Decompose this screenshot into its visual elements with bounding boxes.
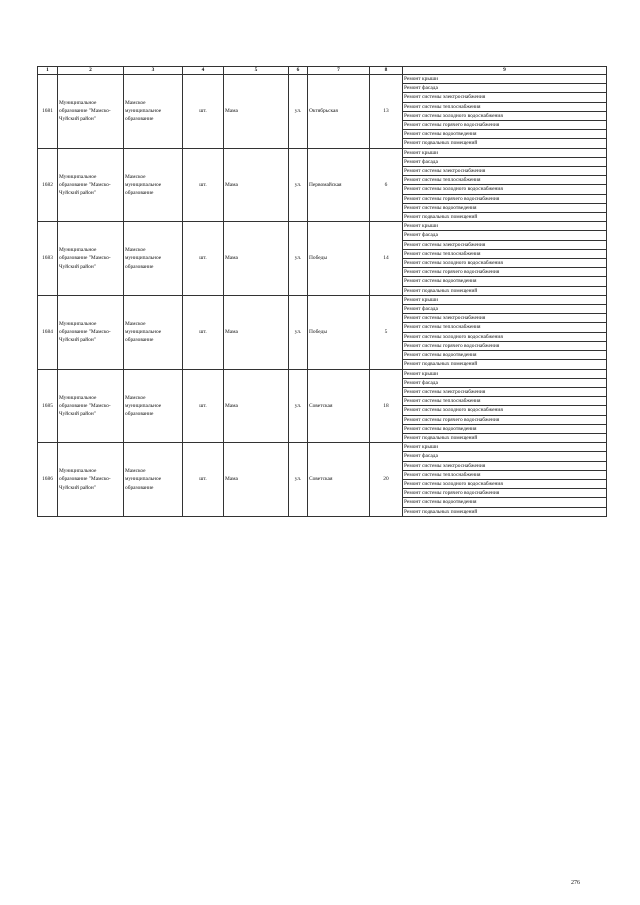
street-name: Первомайская xyxy=(308,148,370,222)
work-type-cell: Ремонт системы горячего водоснабжения xyxy=(403,341,607,350)
record-number: 1683 xyxy=(38,222,58,296)
column-header: 3 xyxy=(124,67,183,75)
work-type-cell: Ремонт фасада xyxy=(403,157,607,166)
city-cell: Мама xyxy=(224,295,289,369)
work-type-cell: Ремонт системы горячего водоснабжения xyxy=(403,268,607,277)
work-type-cell: Ремонт системы теплоснабжения xyxy=(403,176,607,185)
work-type-cell: Ремонт системы холодного водоснабжения xyxy=(403,185,607,194)
municipality-name: Муниципальное образование "Мамско-Чуйский район" xyxy=(58,369,124,443)
street-type-cell: ул. xyxy=(289,222,308,296)
house-number: 14 xyxy=(370,222,403,296)
work-type-cell: Ремонт крыши xyxy=(403,148,607,157)
work-type-cell: Ремонт подвальных помещений xyxy=(403,213,607,222)
municipality-name: Муниципальное образование "Мамско-Чуйский район" xyxy=(58,443,124,517)
settlement-name: Мамское муниципальное образование xyxy=(124,369,183,443)
work-type-cell: Ремонт крыши xyxy=(403,443,607,452)
work-type-cell: Ремонт подвальных помещений xyxy=(403,139,607,148)
table-row xyxy=(38,222,607,231)
record-number: 1685 xyxy=(38,369,58,443)
work-type-cell: Ремонт системы электроснабжения xyxy=(403,461,607,470)
repair-register-table xyxy=(37,66,607,517)
work-type-cell: Ремонт системы электроснабжения xyxy=(403,167,607,176)
work-type-cell: Ремонт системы холодного водоснабжения xyxy=(403,259,607,268)
work-type-cell: Ремонт крыши xyxy=(403,75,607,84)
work-type-cell: Ремонт системы холодного водоснабжения xyxy=(403,332,607,341)
column-header: 5 xyxy=(224,67,289,75)
city-cell: Мама xyxy=(224,222,289,296)
house-number: 5 xyxy=(370,295,403,369)
work-type-cell: Ремонт системы теплоснабжения xyxy=(403,102,607,111)
work-type-cell: Ремонт подвальных помещений xyxy=(403,360,607,369)
column-header: 2 xyxy=(58,67,124,75)
work-type-cell: Ремонт системы электроснабжения xyxy=(403,387,607,396)
column-header: 7 xyxy=(308,67,370,75)
city-cell: Мама xyxy=(224,148,289,222)
house-number: 18 xyxy=(370,369,403,443)
table-body xyxy=(38,75,607,517)
municipality-name: Муниципальное образование "Мамско-Чуйский район" xyxy=(58,222,124,296)
work-type-cell: Ремонт крыши xyxy=(403,369,607,378)
unit-cell: шт. xyxy=(183,295,224,369)
work-type-cell: Ремонт системы теплоснабжения xyxy=(403,323,607,332)
settlement-name: Мамское муниципальное образование xyxy=(124,222,183,296)
work-type-cell: Ремонт системы электроснабжения xyxy=(403,314,607,323)
work-type-cell: Ремонт системы горячего водоснабжения xyxy=(403,489,607,498)
header-row xyxy=(38,67,607,75)
record-number: 1686 xyxy=(38,443,58,517)
work-type-cell: Ремонт системы водоотведения xyxy=(403,498,607,507)
street-type-cell: ул. xyxy=(289,75,308,149)
work-type-cell: Ремонт системы горячего водоснабжения xyxy=(403,194,607,203)
work-type-cell: Ремонт подвальных помещений xyxy=(403,286,607,295)
street-type-cell: ул. xyxy=(289,369,308,443)
house-number: 13 xyxy=(370,75,403,149)
unit-cell: шт. xyxy=(183,369,224,443)
column-header: 9 xyxy=(403,67,607,75)
municipality-name: Муниципальное образование "Мамско-Чуйский район" xyxy=(58,75,124,149)
work-type-cell: Ремонт системы холодного водоснабжения xyxy=(403,111,607,120)
work-type-cell: Ремонт системы водоотведения xyxy=(403,277,607,286)
work-type-cell: Ремонт системы электроснабжения xyxy=(403,93,607,102)
work-type-cell: Ремонт фасада xyxy=(403,378,607,387)
street-type-cell: ул. xyxy=(289,443,308,517)
column-header: 8 xyxy=(370,67,403,75)
municipality-name: Муниципальное образование "Мамско-Чуйский район" xyxy=(58,148,124,222)
work-type-cell: Ремонт системы холодного водоснабжения xyxy=(403,406,607,415)
table-row xyxy=(38,295,607,304)
settlement-name: Мамское муниципальное образование xyxy=(124,75,183,149)
table-row xyxy=(38,369,607,378)
street-type-cell: ул. xyxy=(289,295,308,369)
work-type-cell: Ремонт системы горячего водоснабжения xyxy=(403,121,607,130)
unit-cell: шт. xyxy=(183,222,224,296)
column-header: 6 xyxy=(289,67,308,75)
work-type-cell: Ремонт фасада xyxy=(403,231,607,240)
work-type-cell: Ремонт системы водоотведения xyxy=(403,130,607,139)
settlement-name: Мамское муниципальное образование xyxy=(124,148,183,222)
settlement-name: Мамское муниципальное образование xyxy=(124,295,183,369)
table-row xyxy=(38,443,607,452)
municipality-name: Муниципальное образование "Мамско-Чуйский район" xyxy=(58,295,124,369)
work-type-cell: Ремонт системы горячего водоснабжения xyxy=(403,415,607,424)
street-name: Победы xyxy=(308,295,370,369)
column-header: 1 xyxy=(38,67,58,75)
work-type-cell: Ремонт крыши xyxy=(403,295,607,304)
record-number: 1681 xyxy=(38,75,58,149)
work-type-cell: Ремонт подвальных помещений xyxy=(403,507,607,516)
street-name: Советская xyxy=(308,443,370,517)
unit-cell: шт. xyxy=(183,148,224,222)
street-name: Октябрьская xyxy=(308,75,370,149)
work-type-cell: Ремонт системы теплоснабжения xyxy=(403,249,607,258)
page-number: 276 xyxy=(571,880,580,886)
work-type-cell: Ремонт системы электроснабжения xyxy=(403,240,607,249)
street-name: Победы xyxy=(308,222,370,296)
settlement-name: Мамское муниципальное образование xyxy=(124,443,183,517)
work-type-cell: Ремонт фасада xyxy=(403,452,607,461)
column-header: 4 xyxy=(183,67,224,75)
work-type-cell: Ремонт системы водоотведения xyxy=(403,351,607,360)
work-type-cell: Ремонт системы водоотведения xyxy=(403,424,607,433)
record-number: 1684 xyxy=(38,295,58,369)
table-row xyxy=(38,75,607,84)
unit-cell: шт. xyxy=(183,75,224,149)
record-number: 1682 xyxy=(38,148,58,222)
city-cell: Мама xyxy=(224,75,289,149)
unit-cell: шт. xyxy=(183,443,224,517)
work-type-cell: Ремонт системы теплоснабжения xyxy=(403,470,607,479)
house-number: 6 xyxy=(370,148,403,222)
work-type-cell: Ремонт системы водоотведения xyxy=(403,203,607,212)
table-row xyxy=(38,148,607,157)
city-cell: Мама xyxy=(224,443,289,517)
street-name: Советская xyxy=(308,369,370,443)
city-cell: Мама xyxy=(224,369,289,443)
work-type-cell: Ремонт фасада xyxy=(403,305,607,314)
work-type-cell: Ремонт фасада xyxy=(403,84,607,93)
house-number: 20 xyxy=(370,443,403,517)
work-type-cell: Ремонт системы теплоснабжения xyxy=(403,397,607,406)
work-type-cell: Ремонт крыши xyxy=(403,222,607,231)
street-type-cell: ул. xyxy=(289,148,308,222)
work-type-cell: Ремонт подвальных помещений xyxy=(403,433,607,442)
work-type-cell: Ремонт системы холодного водоснабжения xyxy=(403,479,607,488)
